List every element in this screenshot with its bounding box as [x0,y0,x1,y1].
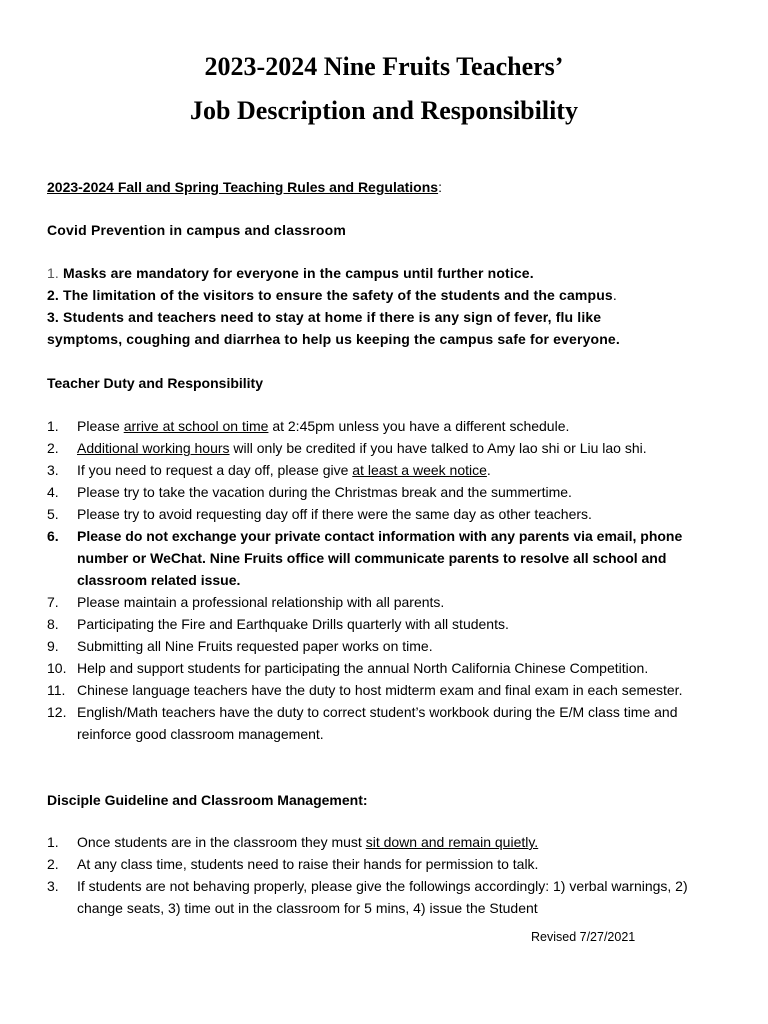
item-emphasis: sit down and remain quietly. [365,834,539,850]
list-item [47,525,727,591]
list-item [47,591,727,613]
list-item [47,657,727,679]
item-text: Chinese language teachers have the duty to host midterm exam and final exam in each semester. [77,682,683,698]
item-text: If students are not behaving properly, please give the followings accordingly: 1) verbal warnings, 2) change seats, 3) time out in the classroom for 5 mins, 4) issue the Student [77,878,688,916]
rules-heading-colon: : [438,179,442,195]
item-number: 7. [47,594,59,610]
item-text: Please try to take the vacation during the Christmas break and the summertime. [77,484,572,500]
list-item [47,459,727,481]
item-number: 6. [47,528,59,544]
item-number: 5. [47,506,59,522]
covid-rule-3-continued [47,328,737,350]
duty-list [47,415,727,745]
list-item [47,875,727,919]
item-text: at 2:45pm unless you have a different schedule. [268,418,570,434]
covid-rule-2 [47,284,737,306]
document-title-line2: Job Description and Responsibility [190,96,578,125]
item-emphasis: arrive at school on time [123,418,269,434]
document-title-line1: 2023-2024 Nine Fruits Teachers’ [204,52,564,81]
covid-rule-1 [47,262,737,284]
covid-rule-text: Students and teachers need to stay at home if there is any sign of fever, flu like [58,309,602,325]
covid-rule-text: Masks are mandatory for everyone in the campus until further notice. [58,265,534,281]
item-text: Please try to avoid requesting day off if there were the same day as other teachers. [77,506,592,522]
list-item [47,503,727,525]
covid-rule-number: 1. [47,265,59,281]
item-number: 11. [47,682,66,698]
item-text: Once students are in the classroom they must [77,834,366,850]
item-number: 2. [47,856,59,872]
item-emphasis: Additional working hours [77,440,230,456]
item-text: Help and support students for participating the annual North California Chinese Competition. [77,660,649,676]
item-text: will only be credited if you have talked to Amy lao shi or Liu lao shi. [229,440,647,456]
list-item [47,831,727,853]
discipline-heading: Disciple Guideline and Classroom Management: [47,792,368,808]
covid-heading: Covid Prevention in campus and classroom [47,222,346,238]
item-text: English/Math teachers have the duty to correct student’s workbook during the E/M class time and reinforce good classroom management. [77,704,678,742]
item-number: 4. [47,484,59,500]
rules-heading [47,176,442,198]
duty-heading: Teacher Duty and Responsibility [47,375,264,391]
item-number: 3. [47,878,59,894]
discipline-list [47,831,727,919]
covid-rules [47,262,737,350]
item-number: 10. [47,660,67,676]
rules-heading-text: 2023-2024 Fall and Spring Teaching Rules and Regulations [47,179,439,195]
list-item [47,437,727,459]
item-text: If you need to request a day off, please give [77,462,353,478]
item-text: Participating the Fire and Earthquake Drills quarterly with all students. [77,616,509,632]
list-item [47,679,727,701]
list-item [47,635,727,657]
item-number: 12. [47,704,67,720]
item-number: 1. [47,418,59,434]
revision-date: Revised 7/27/2021 [531,930,636,944]
list-item [47,415,727,437]
list-item [47,701,727,745]
item-number: 1. [47,834,59,850]
item-text: At any class time, students need to raise their hands for permission to talk. [77,856,539,872]
item-number: 9. [47,638,59,654]
covid-rule-number: 2. [47,287,59,303]
item-number: 2. [47,440,59,456]
covid-rule-tail: . [612,287,617,303]
covid-rule-number: 3. [47,309,59,325]
item-text: Submitting all Nine Fruits requested paper works on time. [77,638,433,654]
item-text: Please do not exchange your private contact information with any parents via email, phone number or WeChat. Nine Fruits office will communicate parents to resolve all school and classroom related issue. [77,528,683,588]
covid-rule-text: symptoms, coughing and diarrhea to help us keeping the campus safe for everyone. [47,331,620,347]
item-emphasis: at least a week notice [352,462,487,478]
item-text: Please maintain a professional relationship with all parents. [77,594,445,610]
covid-rule-text: The limitation of the visitors to ensure the safety of the students and the campus [58,287,613,303]
list-item [47,481,727,503]
item-number: 8. [47,616,59,632]
item-number: 3. [47,462,59,478]
covid-rule-3 [47,306,737,328]
item-text: . [486,462,491,478]
list-item [47,853,727,875]
list-item [47,613,727,635]
item-text: Please [77,418,124,434]
